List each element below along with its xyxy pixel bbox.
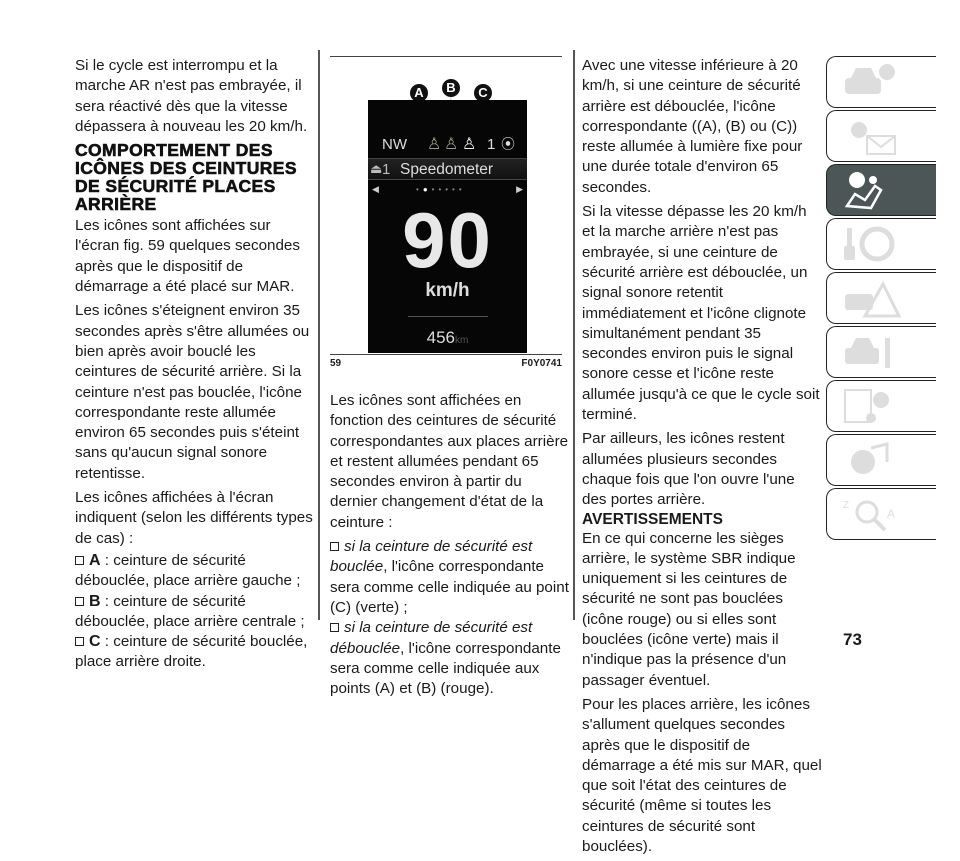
list-item: B : ceinture de sécurité débouclée, place arrière centrale ; [75, 592, 305, 630]
tab-starting-driving[interactable] [826, 218, 936, 270]
paragraph: Les icônes affichées à l'écran indiquent (selon les différents types de cas) : [75, 489, 313, 547]
range-readout: 456km [426, 328, 469, 347]
column-1 [75, 56, 315, 673]
figure-caption [330, 354, 562, 369]
paragraph: Si la vitesse dépasse les 20 km/h et la marche arrière n'est pas embrayée, si une ceinture de sécurité arrière est débouclée, un signal sonore retentit immédiatement et l'icône clignote simultanément pendant 35 secondes environ puis le signal sonore cesse et l'icône reste allumée jusqu'à ce que le cycle soit terminé. [582, 203, 820, 424]
paragraph: Par ailleurs, les icônes restent allumées plusieurs secondes chaque fois que l'on ouvre l'une des portes arrière. [582, 430, 795, 509]
paragraph: Pour les places arrière, les icônes s'allument quelques secondes après que le dispositif de démarrage a été mis sur MAR, quel que soit l'état des ceintures de sécurité (même si toutes les ceintures de sécurité sont bouclées). [582, 695, 822, 855]
figure-code: F0Y0741 [521, 358, 562, 369]
seatbelt-c-icon: ♙ [462, 136, 477, 153]
seatbelt-b-icon: ♙ [444, 136, 459, 153]
tab-warning-lights[interactable] [826, 110, 936, 162]
column-3 [582, 56, 822, 861]
left-arrow-icon: ◀ [372, 184, 379, 194]
instrument-cluster-display [368, 100, 527, 353]
headlight-level-icon: ⦿ [501, 136, 515, 152]
tab-car-info[interactable] [826, 56, 936, 108]
figure-number: 59 [330, 358, 342, 369]
paragraph: En ce qui concerne les sièges arrière, le système SBR indique uniquement si les ceintures de sécurité ne sont pas bouclées (icône rouge) ou si elles sont bouclées (icône verte) mais il n'indique pas la présence d'un passager éventuel. [582, 529, 796, 689]
tab-technical-data[interactable] [826, 380, 936, 432]
multimedia-icon [841, 440, 901, 480]
callout-b: B [442, 79, 460, 97]
menu-number: 1 [382, 161, 391, 178]
tab-safety[interactable] [826, 164, 936, 216]
paragraph: Si le cycle est interrompu et la marche AR n'est pas embrayée, il sera réactivé dès que la vitesse dépassera à nouveau les 20 km/h. [75, 57, 308, 135]
warning-heading: AVERTISSEMENTS [582, 510, 723, 528]
bullet-box-icon [75, 637, 84, 646]
callout-c: C [474, 84, 492, 102]
tab-emergency[interactable] [826, 272, 936, 324]
column-divider [573, 50, 575, 620]
key-steering-icon [841, 224, 901, 264]
menu-bar [368, 158, 527, 180]
divider [408, 316, 488, 317]
paragraph: Les icônes s'éteignent environ 35 secondes après s'être allumées ou bien après avoir bouclé les ceintures de sécurité arrière. Si la ceinture n'est pas bouclée, l'icône correspondante reste allumée environ 65 secondes puis s'éteint sans qu'aucun signal sonore retentisse. [75, 302, 310, 482]
compass-heading: NW [382, 136, 407, 153]
column-2 [330, 391, 572, 699]
section-heading: COMPORTEMENT DES ICÔNES DES CEINTURES DE SÉCURITÉ PLACES ARRIÈRE [75, 140, 297, 215]
menu-scroll-icon: ⏏ [370, 161, 383, 176]
bullet-box-icon [75, 556, 84, 565]
paragraph: Les icônes sont affichées sur l'écran fig. 59 quelques secondes après que le dispositif de démarrage a été placé sur MAR. [75, 217, 300, 296]
gear-indicator: 1 [487, 136, 496, 153]
tab-multimedia[interactable] [826, 434, 936, 486]
speed-unit: km/h [425, 280, 470, 301]
bullet-box-icon [75, 597, 84, 606]
index-icon [841, 494, 901, 534]
page-number: 73 [843, 630, 862, 649]
paragraph: Avec une vitesse inférieure à 20 km/h, si une ceinture de sécurité arrière est débouclée, l'icône correspondante ((A), (B) ou (C)) reste allumée à lumière fixe pour une durée totale d'environ 65 secondes. [582, 57, 803, 196]
tab-maintenance[interactable] [826, 326, 936, 378]
car-maintenance-icon [841, 332, 901, 372]
list-item: si la ceinture de sécurité est bouclée, l'icône correspondante sera comme celle indiquée au point (C) (verte) ; [330, 538, 569, 616]
list-item: A : ceinture de sécurité débouclée, place arrière gauche ; [75, 551, 301, 590]
right-arrow-icon: ▶ [516, 184, 523, 194]
list-item: si la ceinture de sécurité est débouclée, l'icône correspondante sera comme celle indiquée aux points (A) et (B) (rouge). [330, 619, 561, 698]
technical-data-icon [841, 386, 901, 426]
page-dots: •●••••• [416, 185, 466, 194]
safety-seatbelt-airbag-icon [841, 170, 901, 210]
callout-a: A [410, 84, 428, 102]
column-divider [318, 50, 320, 620]
car-info-icon [841, 62, 901, 102]
speed-value: 90 [402, 196, 493, 284]
warning-lights-message-icon [841, 116, 901, 156]
seatbelt-a-icon: ♙ [427, 136, 442, 153]
svg-text:A: A [887, 507, 896, 521]
menu-title: Speedometer [400, 161, 494, 178]
emergency-icon [841, 278, 901, 318]
paragraph: Les icônes sont affichées en fonction des ceintures de sécurité correspondantes aux places arrière et restent allumées pendant 65 secondes environ à partir du dernier changement d'état de la ceinture : [330, 392, 569, 531]
tab-index[interactable] [826, 488, 936, 540]
svg-text:Z: Z [843, 500, 850, 511]
bullet-box-icon [330, 623, 339, 632]
figure-59 [330, 56, 562, 376]
bullet-box-icon [330, 542, 339, 551]
list-item: C : ceinture de sécurité bouclée, place arrière droite. [75, 633, 308, 671]
